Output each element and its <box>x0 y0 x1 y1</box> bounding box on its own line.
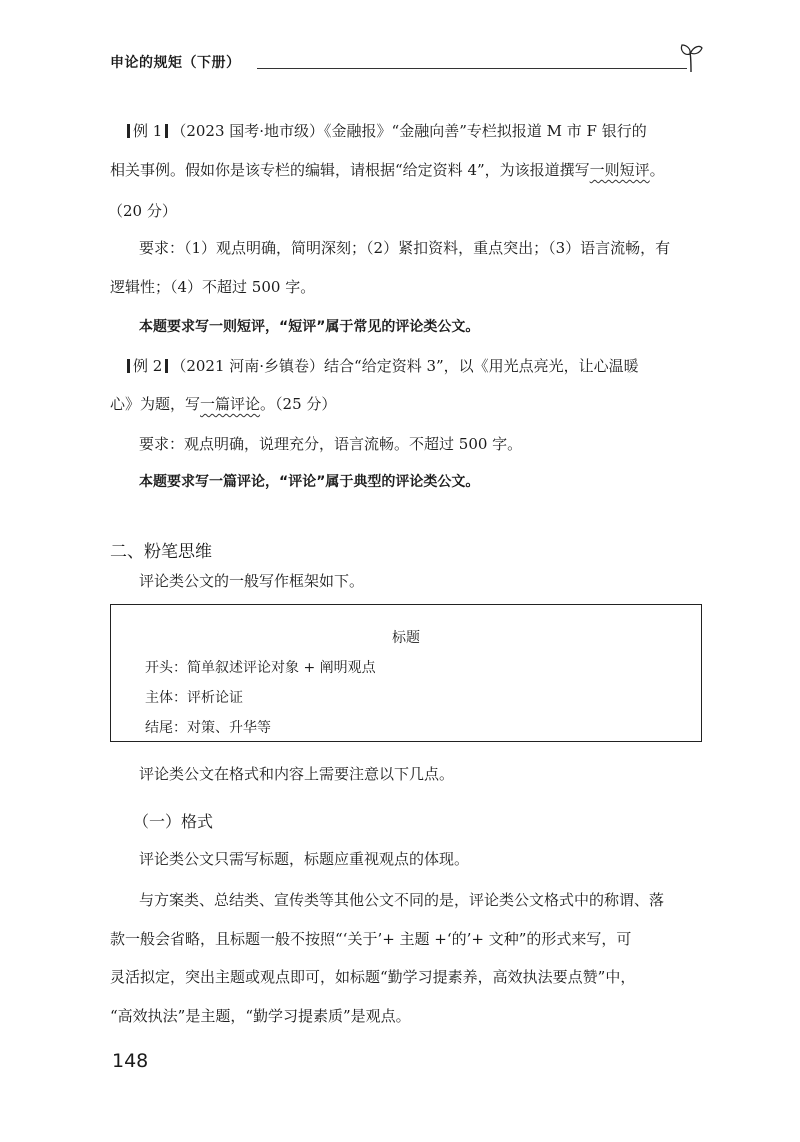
label-bar-right <box>165 124 168 138</box>
after-box-text: 评论类公文在格式和内容上需要注意以下几点。 <box>139 765 455 783</box>
example1-wavy-emphasis: 一则短评 <box>589 161 650 179</box>
subsection-paragraph-2-line1: 与方案类、总结类、宣传类等其他公文不同的是，评论类公文格式中的称谓、落 <box>139 891 665 909</box>
example1-score: （20 分） <box>108 202 177 220</box>
section-heading: 二、粉笔思维 <box>110 542 212 562</box>
example1-line1 <box>124 124 647 139</box>
subsection-paragraph-2-line4: “高效执法”是主题，“勤学习提素质”是观点。 <box>110 1007 411 1025</box>
example1-source: （2023 国考·地市级）《金融报》“金融向善”专栏拟报道 M 市 F 银行的 <box>171 122 647 140</box>
example1-line2-text: 相关事例。假如你是该专栏的编辑，请根据“给定资料 4”，为该报道撰写 <box>110 161 590 179</box>
subsection-paragraph-2-line2: 款一般会省略，且标题一般不按照“‘关于’+ 主题 +‘的’+ 文种”的形式来写，可 <box>110 930 632 948</box>
example2-note: 本题要求写一篇评论，“评论”属于典型的评论类公文。 <box>139 474 480 490</box>
framework-row-ending: 结尾：对策、升华等 <box>145 720 271 736</box>
framework-box <box>110 604 702 742</box>
example2-label: 例 2 <box>133 357 163 375</box>
example2-wavy-emphasis: 一篇评论 <box>200 395 261 413</box>
example1-note: 本题要求写一则短评，“短评”属于常见的评论类公文。 <box>139 319 480 335</box>
subsection-paragraph-1: 评论类公文只需写标题，标题应重视观点的体现。 <box>139 850 470 868</box>
subsection-paragraph-2-line3: 灵活拟定，突出主题或观点即可，如标题“勤学习提素养，高效执法要点赞”中， <box>110 968 636 986</box>
example1-line2-end: 。 <box>649 161 665 179</box>
label-bar-left <box>127 124 130 138</box>
label-bar-left <box>127 359 130 373</box>
example2-line2 <box>110 397 336 412</box>
page-number: 148 <box>112 1050 149 1072</box>
example2-line1 <box>124 359 639 374</box>
example2-source: （2021 河南·乡镇卷）结合“给定资料 3”，以《用光点亮光，让心温暖 <box>171 357 639 375</box>
header-rule <box>257 68 687 69</box>
sprout-icon <box>678 42 704 74</box>
example2-requirements: 要求：观点明确，说理充分，语言流畅。不超过 500 字。 <box>139 435 523 453</box>
framework-row-body: 主体：评析论证 <box>145 690 243 706</box>
example2-line2-text: 心》为题，写 <box>110 395 201 413</box>
subsection-heading: （一）格式 <box>133 812 214 831</box>
section-intro: 评论类公文的一般写作框架如下。 <box>139 572 365 590</box>
example1-requirements-line1: 要求：（1）观点明确，简明深刻；（2）紧扣资料，重点突出；（3）语言流畅，有 <box>139 239 671 257</box>
example1-line2 <box>110 163 665 178</box>
example1-requirements-line2: 逻辑性；（4）不超过 500 字。 <box>110 278 316 296</box>
framework-title: 标题 <box>392 630 420 646</box>
framework-row-opening: 开头：简单叙述评论对象 + 阐明观点 <box>145 660 376 676</box>
example2-line2-end: 。（25 分） <box>260 395 337 413</box>
example1-label: 例 1 <box>133 122 163 140</box>
running-header-title: 申论的规矩（下册） <box>110 55 241 71</box>
label-bar-right <box>165 359 168 373</box>
